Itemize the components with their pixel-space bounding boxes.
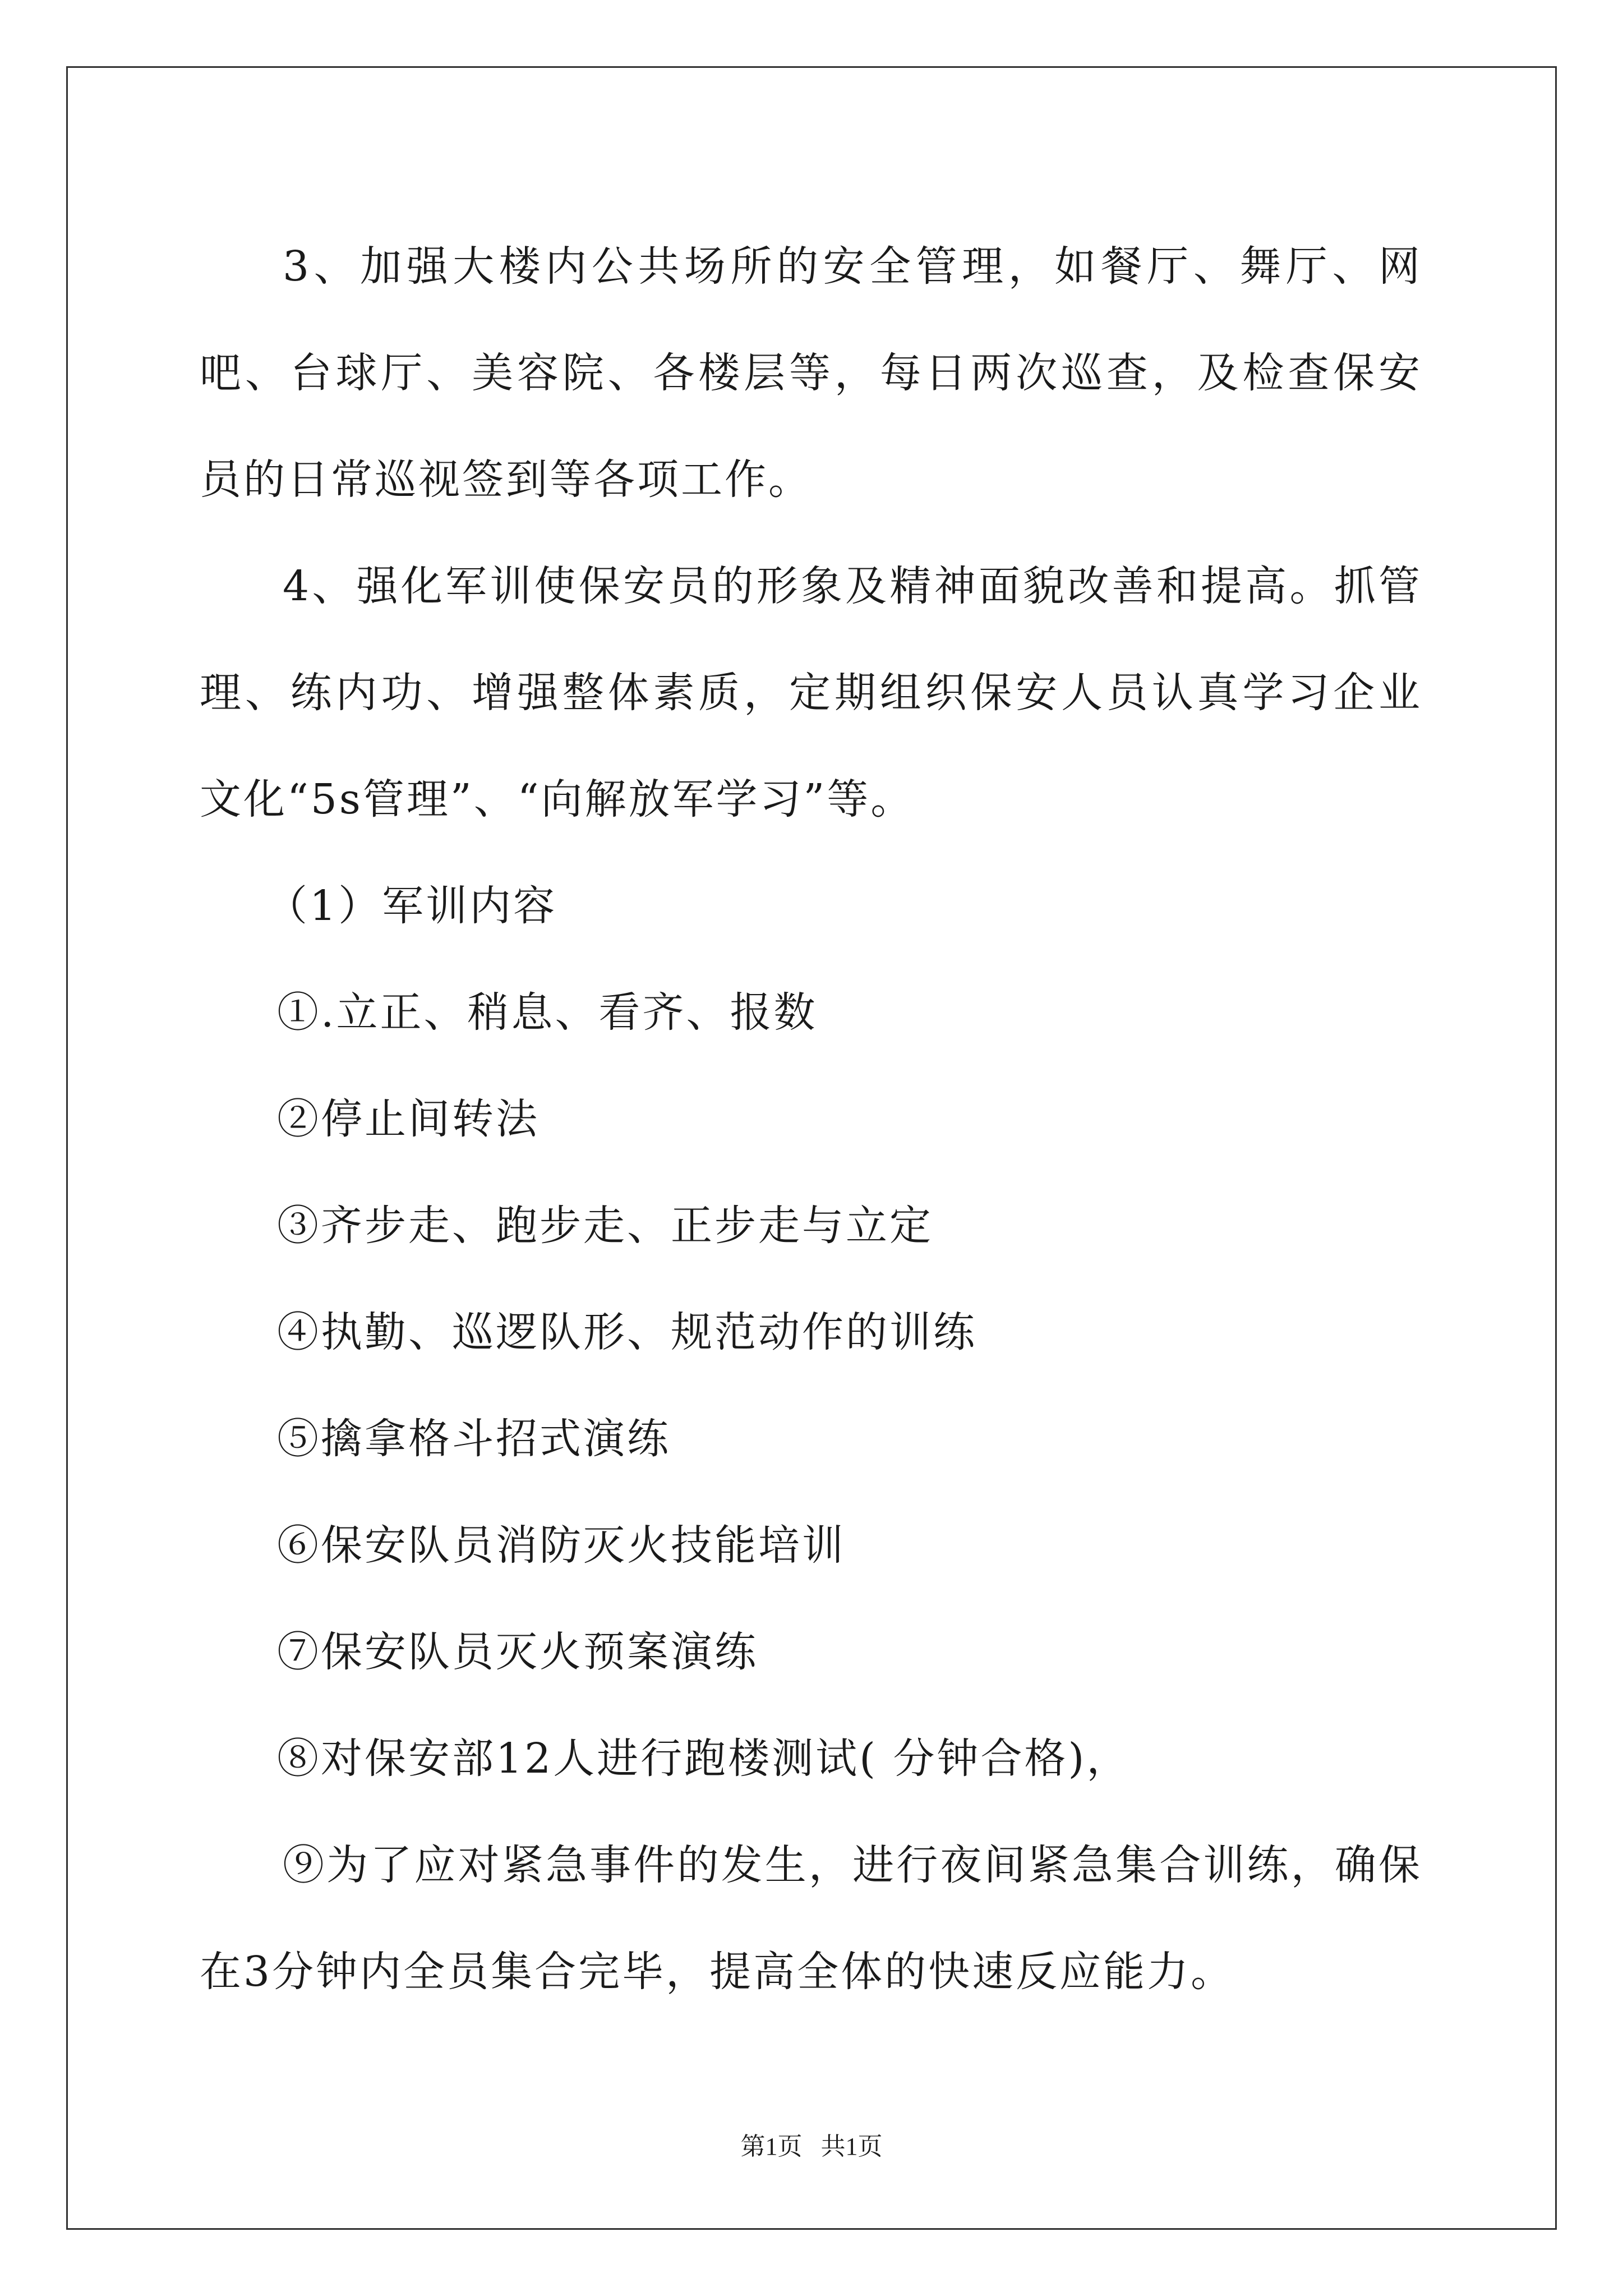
list-item: ⑤擒拿格斗招式演练 (277, 1415, 671, 1463)
list-item: ⑥保安队员消防灭火技能培训 (277, 1521, 846, 1570)
paragraph-4: 4、强化军训使保安员的形象及精神面貌改善和提高。抓管理、练内功、增强整体素质，定期组织保安人员认真学习企业文化“5s管理”、“向解放军学习”等。 (200, 562, 1422, 823)
paragraph-3: 3、加强大楼内公共场所的安全管理，如餐厅、舞厅、网吧、台球厅、美容院、各楼层等，每日两次巡查，及检查保安员的日常巡视签到等各项工作。 (200, 242, 1422, 504)
paragraph-9: ⑨为了应对紧急事件的发生，进行夜间紧急集合训练，确保在3分钟内全员集合完毕，提高全体的快速反应能力。 (200, 1841, 1422, 1996)
page-footer: 第1页 共1页 (740, 2133, 883, 2160)
list-item: ①.立正、稍息、看齐、报数 (277, 988, 818, 1037)
document-body (200, 213, 1422, 2025)
list-item: ③齐步走、跑步走、正步走与立定 (277, 1202, 933, 1250)
list-item: ②停止间转法 (277, 1095, 540, 1143)
list-item: ⑦保安队员灭火预案演练 (277, 1628, 758, 1676)
subheading-training-content: （1）军训内容 (266, 882, 557, 930)
list-item: ④执勤、巡逻队形、规范动作的训练 (277, 1308, 977, 1356)
list-item: ⑧对保安部12人进行跑楼测试( 分钟合格)， (277, 1734, 1131, 1783)
